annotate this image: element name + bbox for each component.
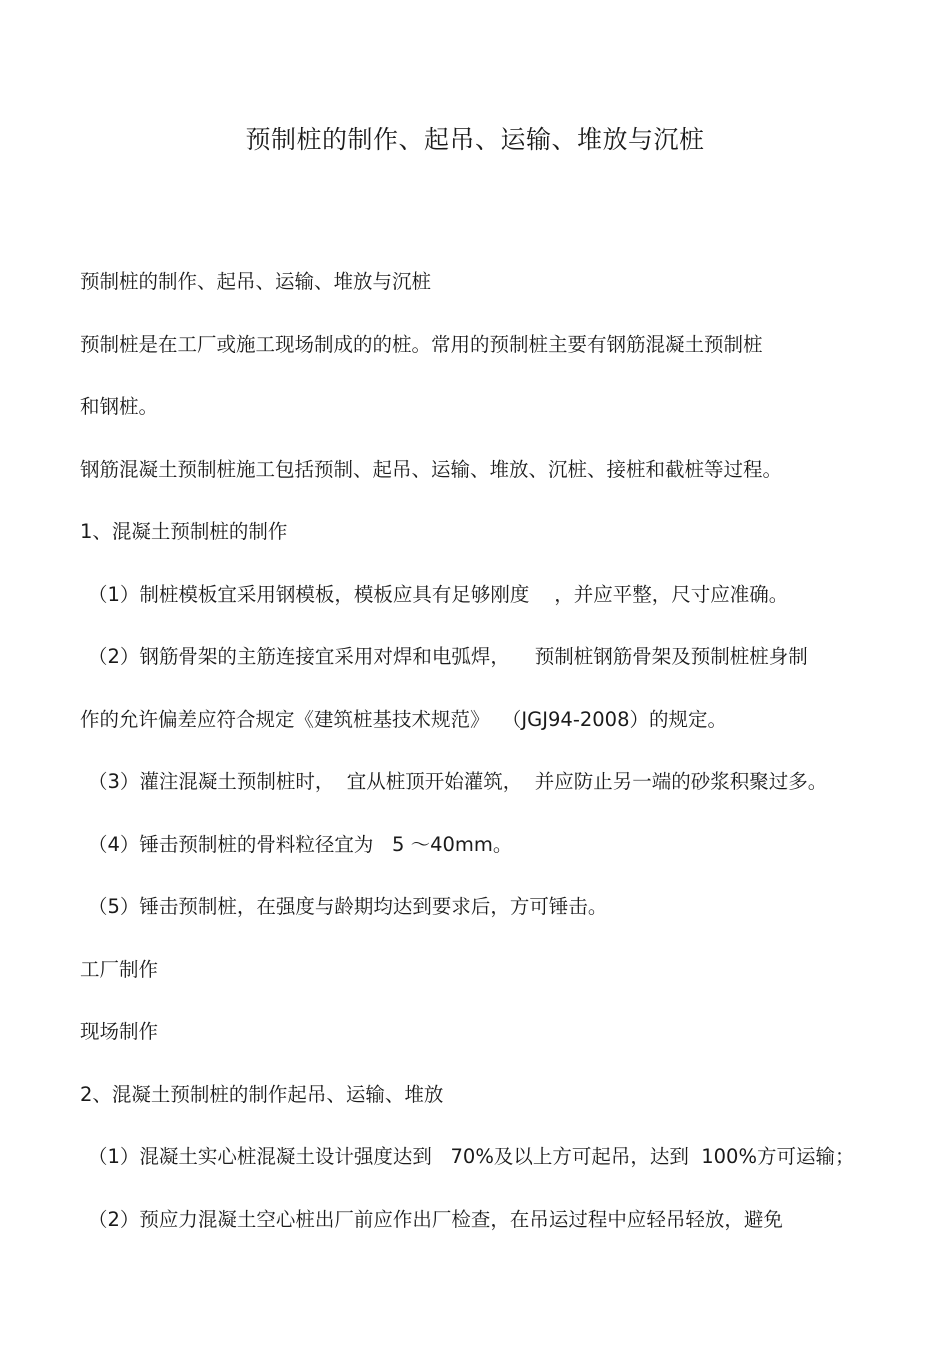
- document-title: 预制桩的制作、起吊、运输、堆放与沉桩: [245, 125, 705, 154]
- paragraph-line: 钢筋混凝土预制桩施工包括预制、起吊、运输、堆放、沉桩、接桩和截桩等过程。: [80, 458, 783, 481]
- paragraph-line: 现场制作: [80, 1020, 159, 1043]
- numbered-heading: 1、混凝土预制桩的制作: [80, 520, 288, 543]
- list-item-continuation: 作的允许偏差应符合规定《建筑桩基技术规范》 （JGJ94-2008）的规定。: [80, 708, 727, 731]
- list-item: （2）预应力混凝土空心桩出厂前应作出厂检查，在吊运过程中应轻吊轻放，避免: [88, 1208, 783, 1231]
- list-item: （4）锤击预制桩的骨料粒径宜为 5 ～40mm。: [88, 833, 513, 856]
- list-item: （2）钢筋骨架的主筋连接宜采用对焊和电弧焊， 预制桩钢筋骨架及预制桩桩身制: [88, 645, 808, 668]
- paragraph-line: 工厂制作: [80, 958, 159, 981]
- list-item: （3）灌注混凝土预制桩时， 宜从桩顶开始灌筑， 并应防止另一端的砂浆积聚过多。: [88, 770, 828, 793]
- paragraph-line: 预制桩是在工厂或施工现场制成的的桩。常用的预制桩主要有钢筋混凝土预制桩: [80, 333, 763, 356]
- list-item: （1）混凝土实心桩混凝土设计强度达到 70%及以上方可起吊，达到 100%方可运输；: [88, 1145, 855, 1168]
- numbered-heading: 2、混凝土预制桩的制作起吊、运输、堆放: [80, 1083, 444, 1106]
- paragraph-line: 和钢桩。: [80, 395, 159, 418]
- section-heading: 预制桩的制作、起吊、运输、堆放与沉桩: [80, 270, 432, 293]
- list-item: （5）锤击预制桩，在强度与龄期均达到要求后，方可锤击。: [88, 895, 608, 918]
- list-item: （1）制桩模板宜采用钢模板，模板应具有足够刚度 ，并应平整，尺寸应准确。: [88, 583, 789, 606]
